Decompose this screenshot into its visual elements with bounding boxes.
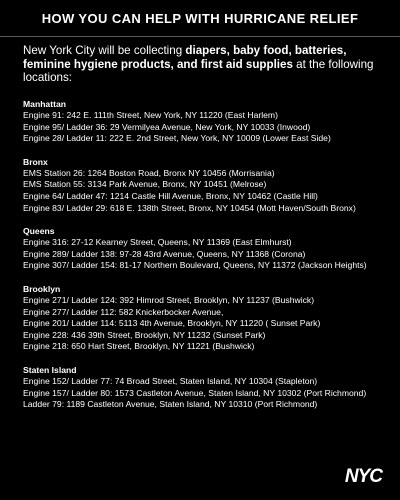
- location-item: Engine 64/ Ladder 47: 1214 Castle Hill Avenue, Bronx, NY 10462 (Castle Hill): [23, 190, 318, 201]
- location-item: Engine 277/ Ladder 112: 582 Knickerbocker Avenue,: [23, 306, 224, 317]
- location-item: Engine 201/ Ladder 114: 5113 4th Avenue, Brooklyn, NY 11220 ( Sunset Park): [23, 318, 321, 329]
- borough-heading: Staten Island: [23, 364, 77, 375]
- location-item: Engine 157/ Ladder 80: 1573 Castleton Avenue, Staten Island, NY 10302 (Port Richmond): [23, 387, 367, 398]
- borough-heading: Queens: [23, 226, 55, 237]
- location-item: Engine 316: 27-12 Kearney Street, Queens, NY 11369 (East Elmhurst): [23, 237, 292, 248]
- page-title: HOW YOU CAN HELP WITH HURRICANE RELIEF: [41, 11, 359, 26]
- location-item: Engine 83/ Ladder 29: 618 E. 138th Street, Bronx, NY 10454 (Mott Haven/South Bronx): [23, 202, 356, 213]
- borough-section: [23, 364, 383, 411]
- location-item: Engine 152/ Ladder 77: 74 Broad Street, Staten Island, NY 10304 (Stapleton): [23, 375, 318, 386]
- location-item: Engine 91: 242 E. 111th Street, New York, NY 11220 (East Harlem): [23, 110, 278, 120]
- borough-section: [23, 225, 383, 272]
- borough-heading: Manhattan: [23, 99, 66, 109]
- locations-list: [23, 98, 383, 422]
- header-banner: [0, 0, 400, 37]
- intro-suffix: at the following locations:: [23, 57, 374, 84]
- location-item: Engine 271/ Ladder 124: 392 Himrod Street, Brooklyn, NY 11237 (Bushwick): [23, 294, 315, 305]
- borough-heading: Bronx: [23, 156, 48, 167]
- borough-section: [23, 156, 383, 214]
- borough-section: [23, 98, 383, 145]
- intro-items: diapers, baby food, batteries, feminine hygiene products, and first aid supplies: [23, 44, 347, 71]
- location-item: Engine 95/ Ladder 36: 29 Vermilyea Avenue, New York, NY 10033 (Inwood): [23, 121, 311, 132]
- location-item: EMS Station 26: 1264 Boston Road, Bronx NY 10456 (Morrisania): [23, 167, 275, 178]
- location-item: Engine 28/ Ladder 11: 222 E. 2nd Street, New York, NY 10009 (Lower East Side): [23, 133, 331, 144]
- location-item: EMS Station 55: 3134 Park Avenue, Bronx, NY 10451 (Melrose): [23, 179, 267, 190]
- intro-text: [23, 44, 379, 85]
- location-item: Engine 307/ Ladder 154: 81-17 Northern Boulevard, Queens, NY 11372 (Jackson Heights): [23, 260, 367, 271]
- intro-prefix: New York City will be collecting: [23, 44, 186, 57]
- location-item: Ladder 79: 1189 Castleton Avenue, Staten Island, NY 10310 (Port Richmond): [23, 399, 318, 410]
- location-item: Engine 218: 650 Hart Street, Brooklyn, NY 11221 (Bushwick): [23, 341, 255, 352]
- borough-heading: Brooklyn: [23, 283, 61, 294]
- location-item: Engine 228: 436 39th Street, Brooklyn, NY 11232 (Sunset Park): [23, 329, 266, 340]
- location-item: Engine 289/ Ladder 138: 97-28 43rd Avenue, Queens, NY 11368 (Corona): [23, 248, 306, 259]
- borough-section: [23, 283, 383, 353]
- nyc-logo: NYC: [344, 466, 382, 487]
